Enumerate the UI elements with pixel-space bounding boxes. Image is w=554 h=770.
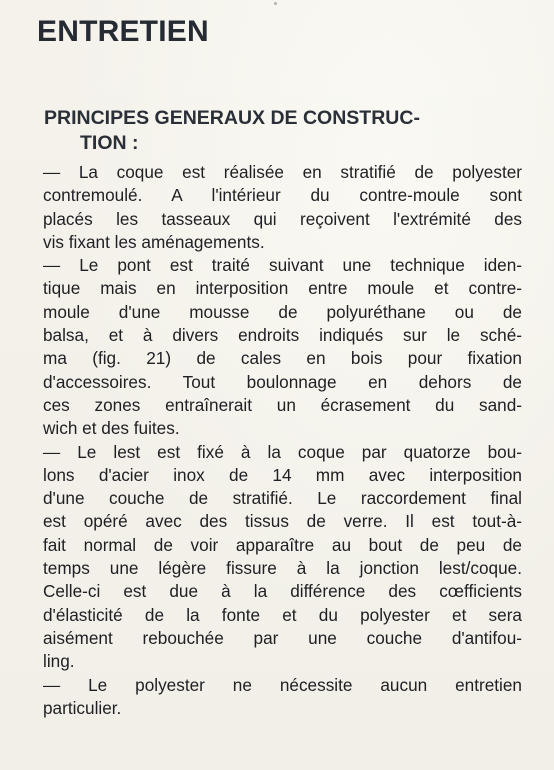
text-line: d'une couche de stratifié. Le raccordement final: [43, 488, 522, 509]
text-line: — La coque est réalisée en stratifié de polyester: [43, 162, 522, 182]
text-line: lons d'acier inox de 14 mm avec interposition: [43, 464, 522, 485]
text-line: Celle-ci est due à la différence des cœfficients: [43, 581, 522, 602]
text-line: — Le pont est traité suivant une technique iden-: [43, 255, 522, 276]
text-line: fait normal de voir apparaître au bout de peu de: [43, 534, 522, 555]
paragraph-pont: [43, 254, 522, 440]
paragraph-coque: [43, 161, 522, 254]
body-text: [43, 161, 522, 720]
paragraph-polyester: [43, 674, 522, 721]
paragraph-lest: [43, 441, 522, 674]
text-line: aisément rebouchée par une couche d'antifou-: [43, 627, 522, 648]
text-line: moule d'une mousse de polyuréthane ou de: [43, 301, 522, 322]
text-line: contremoulé. A l'intérieur du contre-moule sont: [43, 185, 522, 206]
text-line: — Le lest est fixé à la coque par quatorze bou-: [43, 441, 522, 462]
subheading-line-1: PRINCIPES GENERAUX DE CONSTRUC-: [44, 107, 420, 129]
text-line: particulier.: [43, 697, 122, 718]
text-line: placés les tasseaux qui reçoivent l'extrémité des: [43, 208, 522, 229]
section-title: ENTRETIEN: [37, 15, 209, 48]
text-line: est opéré avec des tissus de verre. Il est tout-à-: [43, 511, 522, 532]
text-line: vis fixant les aménagements.: [43, 231, 265, 252]
text-line: balsa, et à divers endroits indiqués sur le sché-: [43, 325, 522, 346]
text-line: d'élasticité de la fonte et du polyester et sera: [43, 604, 522, 625]
paper-speck: [274, 2, 277, 5]
text-line: tique mais en interposition entre moule et contre-: [43, 278, 522, 299]
text-line: temps une légère fissure à la jonction lest/coque.: [43, 558, 522, 579]
text-line: ling.: [43, 651, 75, 672]
text-line: d'accessoires. Tout boulonnage en dehors de: [43, 371, 522, 392]
text-line: wich et des fuites.: [43, 418, 180, 439]
text-line: — Le polyester ne nécessite aucun entretien: [43, 674, 522, 695]
text-line: ces zones entraînerait un écrasement du sand-: [43, 394, 522, 415]
text-line: ma (fig. 21) de cales en bois pour fixation: [43, 348, 522, 369]
subheading-line-2: TION :: [80, 132, 139, 154]
subheading: [44, 106, 524, 156]
